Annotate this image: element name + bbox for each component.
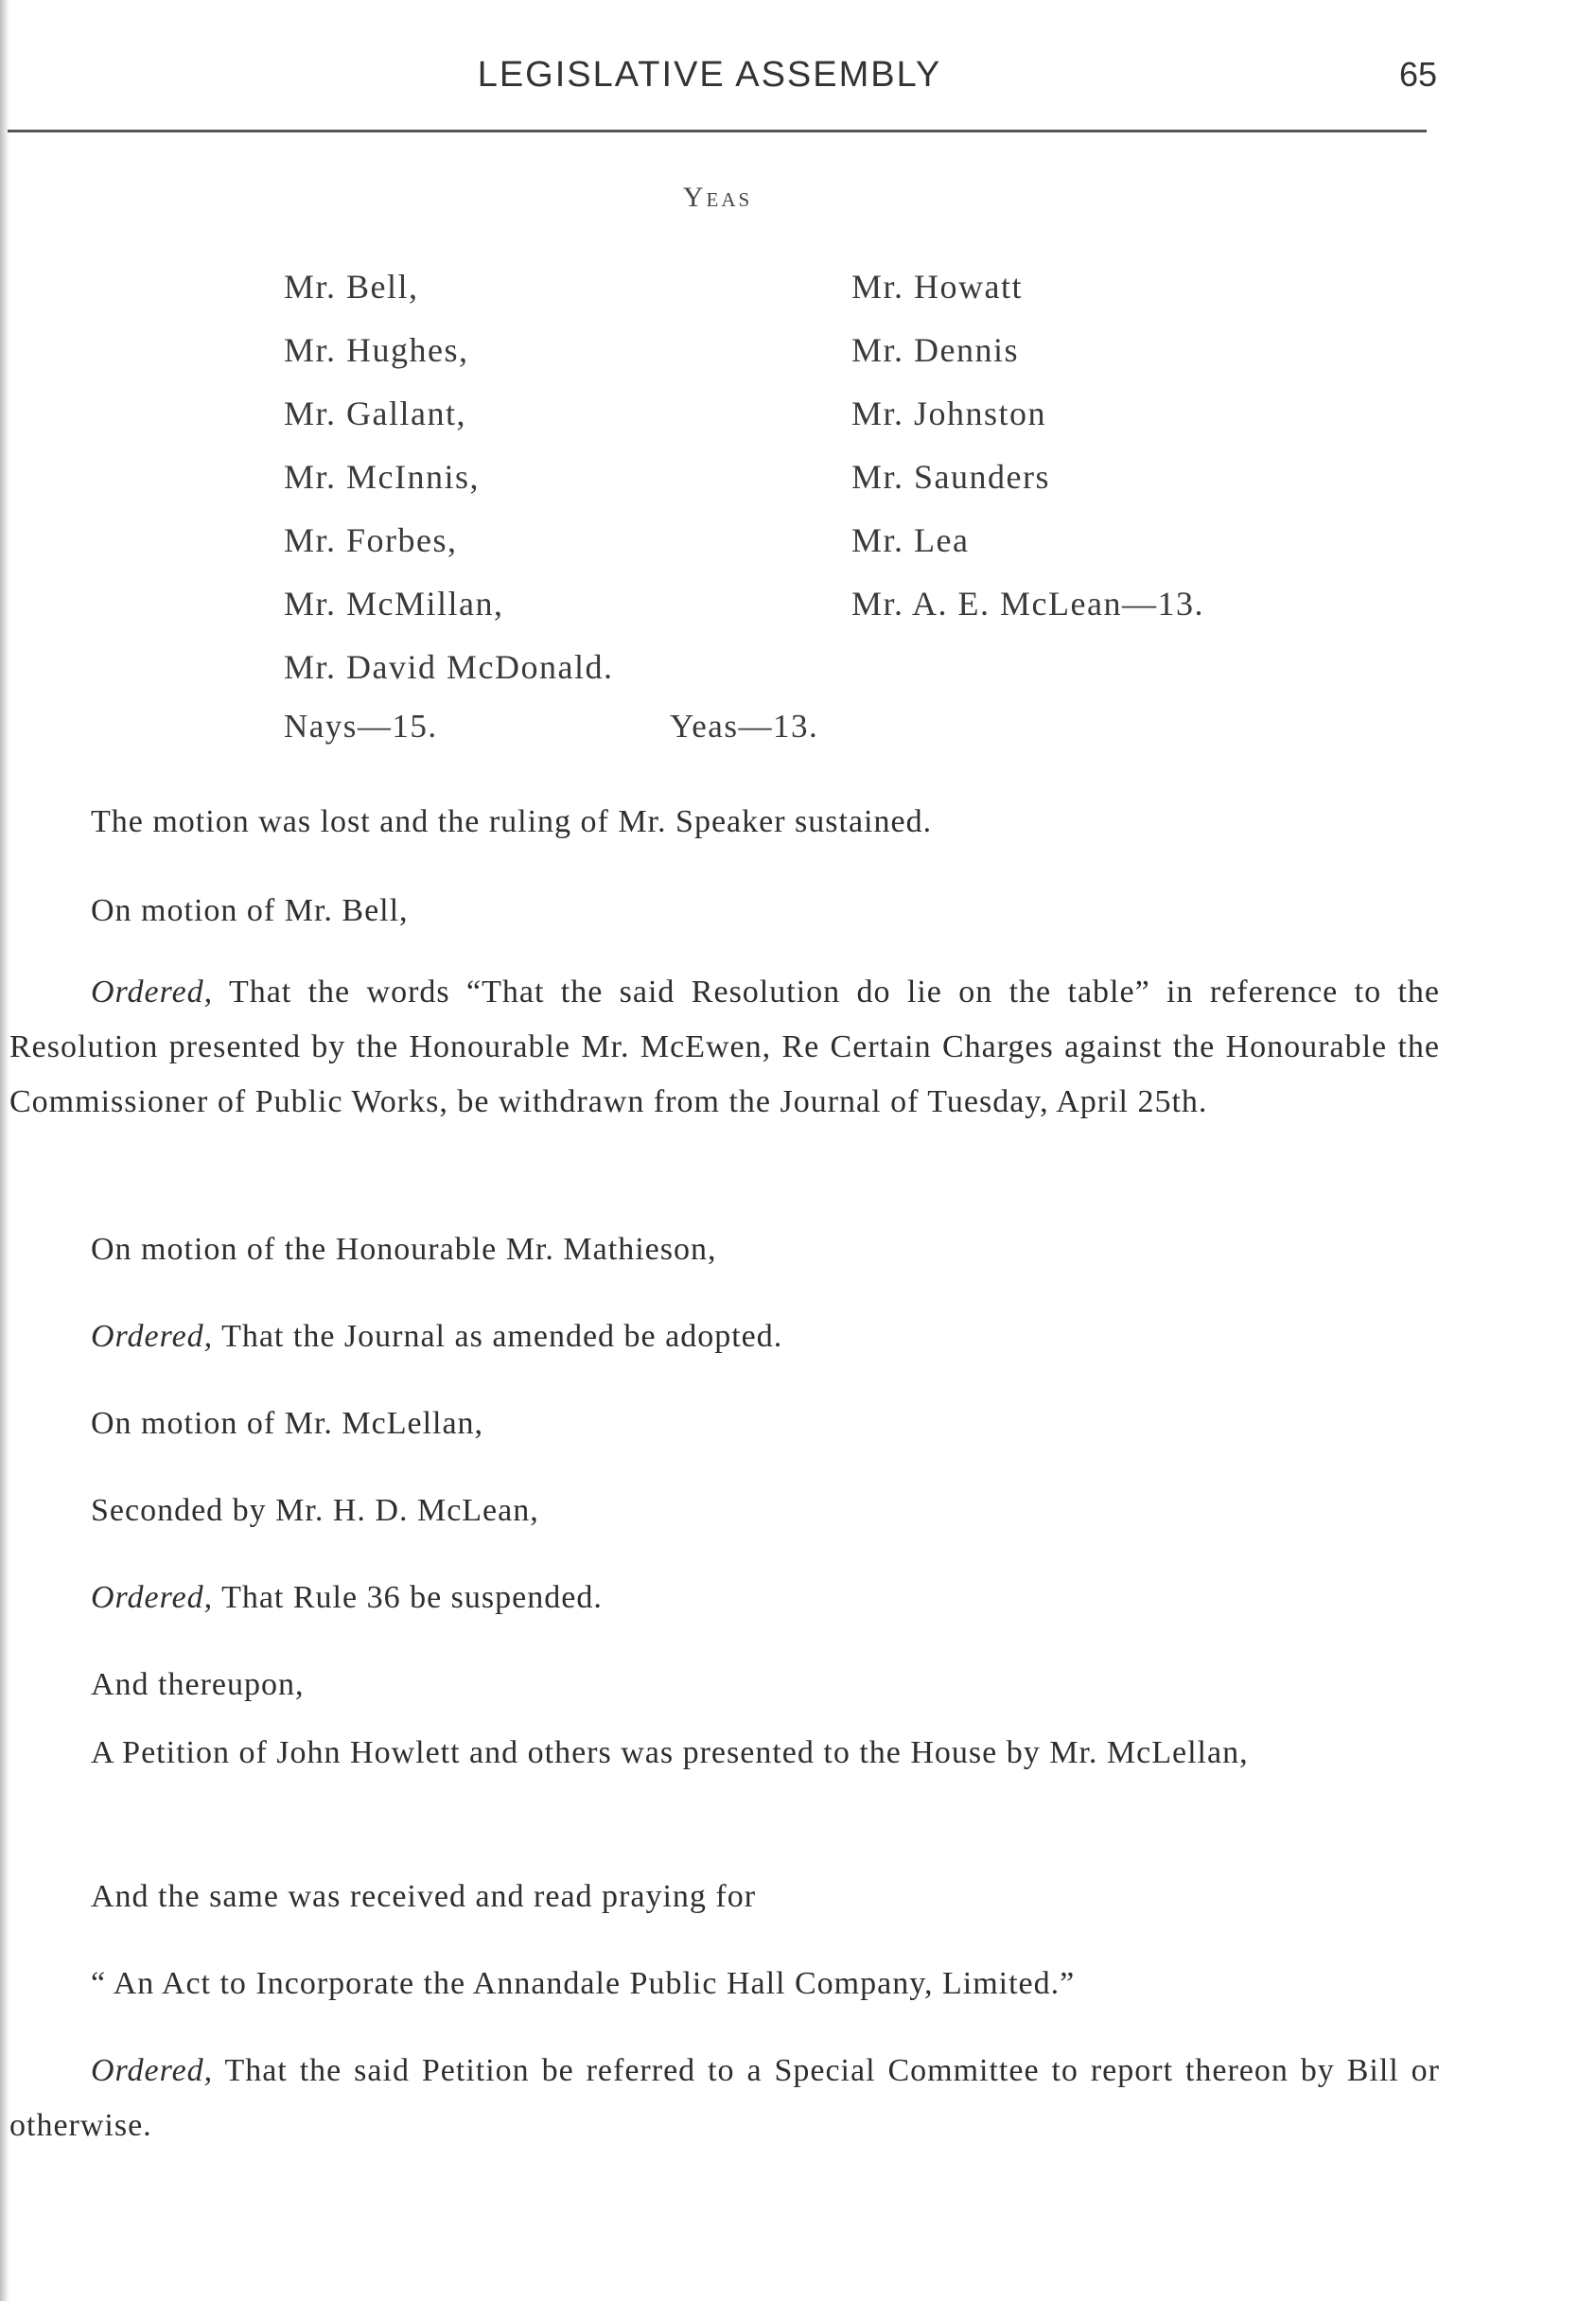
paragraph-ordered-journal — [9, 1309, 1440, 1364]
paragraph-thereupon — [9, 1658, 1440, 1713]
paragraph-text: On motion of the Honourable Mr. Mathieson, — [91, 1232, 717, 1267]
paragraph-text: And thereupon, — [91, 1667, 305, 1702]
paragraph-text: “ An Act to Incorporate the Annandale Public Hall Company, Limited.” — [91, 1966, 1076, 2001]
ordered-label: Ordered, — [91, 1580, 214, 1615]
paragraph-text: That the Journal as amended be adopted. — [213, 1319, 783, 1354]
ordered-label: Ordered, — [91, 975, 214, 1010]
member-name: Mr. Howatt — [851, 268, 1023, 306]
yeas-total: Yeas—13. — [670, 708, 819, 745]
member-name: Mr. McInnis, — [284, 458, 480, 496]
yeas-left-column — [284, 263, 613, 707]
yeas-heading: Yeas — [682, 182, 753, 213]
nays-total: Nays—15. — [284, 708, 438, 745]
member-name: Mr. Forbes, — [284, 521, 458, 559]
member-name: Mr. McMillan, — [284, 585, 504, 623]
paragraph-ordered-withdrawn — [9, 965, 1440, 1130]
paragraph-seconded — [9, 1484, 1440, 1538]
paragraph-text: On motion of Mr. Bell, — [91, 893, 409, 928]
scan-edge — [0, 0, 9, 2301]
member-name: Mr. Saunders — [851, 458, 1050, 496]
member-name: Mr. Bell, — [284, 268, 419, 306]
page-number: 65 — [1398, 55, 1437, 94]
paragraph-text: That the words “That the said Resolution do lie on the table” in reference to the Resolution presented by the Honourable Mr. McEwen, Re Certain Charges against the Honourable the Commissioner of Public Works, be withdrawn from the Journal of Tuesday, April 25th. — [9, 975, 1440, 1119]
paragraph-text: A Petition of John Howlett and others was presented to the House by Mr. McLellan, — [91, 1735, 1249, 1770]
member-name: Mr. David McDonald. — [284, 648, 614, 686]
paragraph-ordered-rule — [9, 1571, 1440, 1625]
member-name: Mr. Lea — [851, 521, 970, 559]
member-name: Mr. Johnston — [851, 395, 1047, 432]
paragraph-text: Seconded by Mr. H. D. McLean, — [91, 1493, 539, 1528]
paragraph-on-motion-bell — [9, 884, 1440, 939]
paragraph-on-motion-mathieson — [9, 1222, 1440, 1277]
paragraph-text: That Rule 36 be suspended. — [213, 1580, 603, 1615]
yeas-right-column — [851, 263, 1204, 643]
paragraph-ordered-petition — [9, 2044, 1440, 2153]
member-name: Mr. Dennis — [851, 331, 1019, 369]
member-name: Mr. Gallant, — [284, 395, 466, 432]
paragraph-received — [9, 1870, 1440, 1924]
ordered-label: Ordered, — [91, 2053, 214, 2088]
paragraph-text: And the same was received and read praying for — [91, 1879, 757, 1914]
paragraph-on-motion-mclellan — [9, 1396, 1440, 1451]
paragraph-motion-lost — [9, 795, 1440, 850]
paragraph-petition — [9, 1726, 1440, 1781]
paragraph-text: On motion of Mr. McLellan, — [91, 1406, 484, 1441]
member-name: Mr. Hughes, — [284, 331, 469, 369]
paragraph-text: That the said Petition be referred to a Special Committee to report thereon by Bill or otherwise. — [9, 2053, 1440, 2143]
ordered-label: Ordered, — [91, 1319, 214, 1354]
member-name: Mr. A. E. McLean—13. — [851, 585, 1204, 623]
paragraph-text: The motion was lost and the ruling of Mr. Speaker sustained. — [91, 804, 933, 839]
paragraph-act-title — [9, 1957, 1440, 2011]
running-header: LEGISLATIVE ASSEMBLY — [477, 55, 942, 95]
header-rule — [8, 130, 1427, 132]
